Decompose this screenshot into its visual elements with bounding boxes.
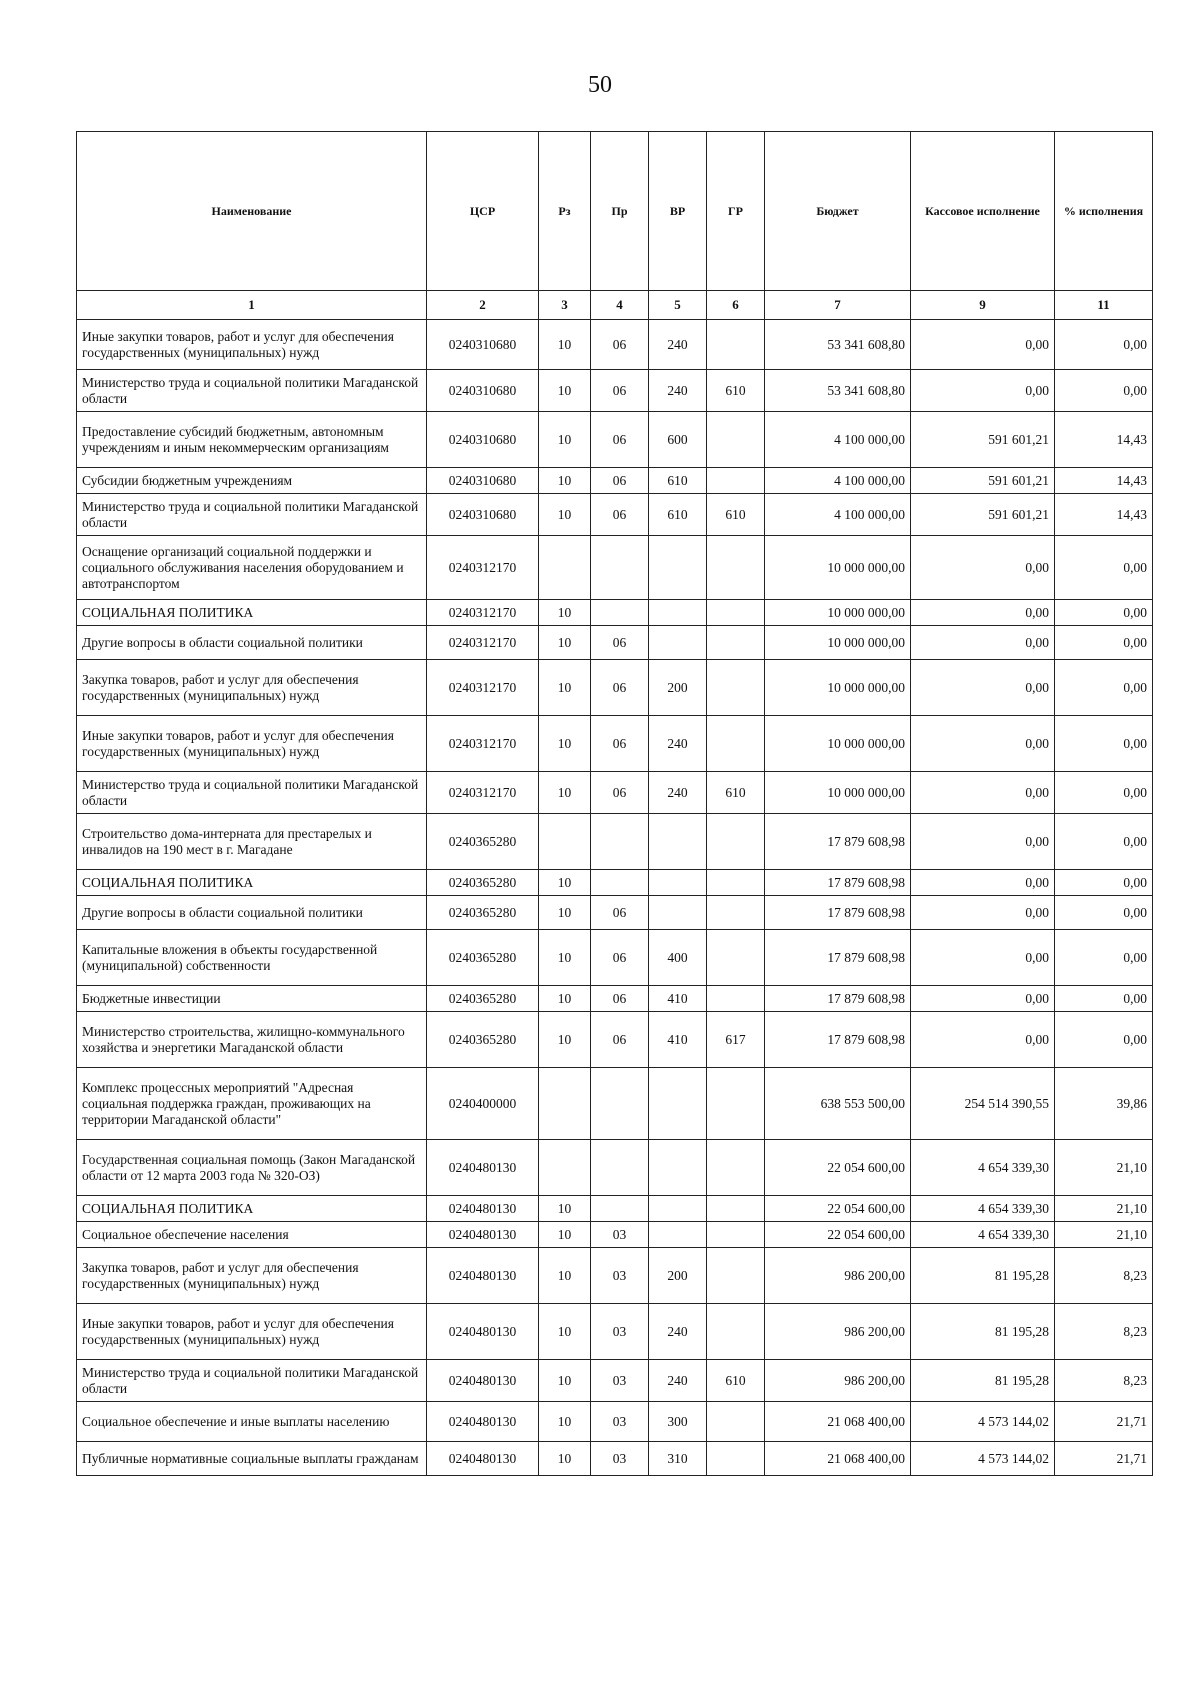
- row-csr: 0240365280: [427, 870, 539, 896]
- table-row: [77, 412, 1153, 468]
- row-pr: 06: [591, 716, 649, 772]
- row-vr: 410: [649, 1012, 707, 1068]
- row-name: Иные закупки товаров, работ и услуг для обеспечения государственных (муниципальных) нужд: [77, 1304, 427, 1360]
- row-name: Социальное обеспечение населения: [77, 1222, 427, 1248]
- row-rz: 10: [539, 930, 591, 986]
- page-number: 50: [588, 72, 612, 98]
- column-number: 11: [1055, 291, 1153, 320]
- row-name: Строительство дома-интерната для престарелых и инвалидов на 190 мест в г. Магадане: [77, 814, 427, 870]
- row-pr: 06: [591, 494, 649, 536]
- row-gr: [707, 660, 765, 716]
- row-budget: 4 100 000,00: [765, 412, 911, 468]
- row-budget: 53 341 608,80: [765, 320, 911, 370]
- header-pr: Пр: [591, 132, 649, 291]
- row-vr: [649, 814, 707, 870]
- row-rz: [539, 1068, 591, 1140]
- column-number: 9: [911, 291, 1055, 320]
- row-gr: [707, 468, 765, 494]
- header-budget: Бюджет: [765, 132, 911, 291]
- row-percent: 21,10: [1055, 1222, 1153, 1248]
- row-csr: 0240480130: [427, 1222, 539, 1248]
- row-percent: 0,00: [1055, 370, 1153, 412]
- row-csr: 0240365280: [427, 1012, 539, 1068]
- row-budget: 10 000 000,00: [765, 536, 911, 600]
- row-vr: 240: [649, 716, 707, 772]
- row-rz: 10: [539, 1012, 591, 1068]
- row-pr: 06: [591, 626, 649, 660]
- row-percent: 0,00: [1055, 536, 1153, 600]
- table-row: [77, 930, 1153, 986]
- row-pr: [591, 600, 649, 626]
- row-execution: 0,00: [911, 814, 1055, 870]
- row-name: Другие вопросы в области социальной политики: [77, 896, 427, 930]
- row-rz: 10: [539, 412, 591, 468]
- row-csr: 0240310680: [427, 468, 539, 494]
- row-name: Бюджетные инвестиции: [77, 986, 427, 1012]
- row-name: Министерство строительства, жилищно-коммунального хозяйства и энергетики Магаданской области: [77, 1012, 427, 1068]
- row-percent: 0,00: [1055, 600, 1153, 626]
- row-rz: 10: [539, 716, 591, 772]
- row-pr: [591, 1140, 649, 1196]
- row-rz: 10: [539, 320, 591, 370]
- row-budget: 638 553 500,00: [765, 1068, 911, 1140]
- row-csr: 0240480130: [427, 1304, 539, 1360]
- row-gr: [707, 626, 765, 660]
- row-rz: [539, 1140, 591, 1196]
- row-execution: 0,00: [911, 660, 1055, 716]
- row-name: Другие вопросы в области социальной политики: [77, 626, 427, 660]
- row-csr: 0240310680: [427, 494, 539, 536]
- row-vr: 310: [649, 1442, 707, 1476]
- row-csr: 0240312170: [427, 660, 539, 716]
- row-budget: 17 879 608,98: [765, 930, 911, 986]
- row-name: СОЦИАЛЬНАЯ ПОЛИТИКА: [77, 600, 427, 626]
- header-rz: Рз: [539, 132, 591, 291]
- row-rz: [539, 814, 591, 870]
- row-gr: [707, 320, 765, 370]
- row-percent: 14,43: [1055, 412, 1153, 468]
- row-execution: 4 573 144,02: [911, 1442, 1055, 1476]
- row-budget: 10 000 000,00: [765, 716, 911, 772]
- table-row: [77, 1068, 1153, 1140]
- row-name: Закупка товаров, работ и услуг для обеспечения государственных (муниципальных) нужд: [77, 660, 427, 716]
- header-row: [77, 132, 1153, 291]
- row-budget: 53 341 608,80: [765, 370, 911, 412]
- row-percent: 21,10: [1055, 1196, 1153, 1222]
- row-percent: 0,00: [1055, 660, 1153, 716]
- row-csr: 0240480130: [427, 1196, 539, 1222]
- row-csr: 0240365280: [427, 896, 539, 930]
- row-vr: 610: [649, 494, 707, 536]
- row-pr: 03: [591, 1360, 649, 1402]
- table-row: [77, 600, 1153, 626]
- row-vr: [649, 1140, 707, 1196]
- row-execution: 0,00: [911, 600, 1055, 626]
- table-row: [77, 1012, 1153, 1068]
- row-execution: 0,00: [911, 870, 1055, 896]
- row-vr: 200: [649, 1248, 707, 1304]
- row-budget: 986 200,00: [765, 1304, 911, 1360]
- row-name: Государственная социальная помощь (Закон Магаданской области от 12 марта 2003 года № 320-ОЗ): [77, 1140, 427, 1196]
- header-name: Наименование: [77, 132, 427, 291]
- row-percent: 8,23: [1055, 1248, 1153, 1304]
- row-gr: [707, 1402, 765, 1442]
- row-gr: 610: [707, 370, 765, 412]
- row-percent: 0,00: [1055, 870, 1153, 896]
- row-execution: 81 195,28: [911, 1304, 1055, 1360]
- header-vr: ВР: [649, 132, 707, 291]
- row-percent: 21,71: [1055, 1442, 1153, 1476]
- row-execution: 591 601,21: [911, 494, 1055, 536]
- row-csr: 0240312170: [427, 716, 539, 772]
- row-rz: 10: [539, 870, 591, 896]
- row-percent: 8,23: [1055, 1360, 1153, 1402]
- row-budget: 10 000 000,00: [765, 626, 911, 660]
- row-budget: 4 100 000,00: [765, 494, 911, 536]
- row-percent: 0,00: [1055, 1012, 1153, 1068]
- row-percent: 0,00: [1055, 716, 1153, 772]
- row-name: Иные закупки товаров, работ и услуг для обеспечения государственных (муниципальных) нужд: [77, 320, 427, 370]
- row-percent: 0,00: [1055, 626, 1153, 660]
- row-rz: 10: [539, 1304, 591, 1360]
- row-budget: 17 879 608,98: [765, 870, 911, 896]
- row-budget: 10 000 000,00: [765, 660, 911, 716]
- row-execution: 81 195,28: [911, 1360, 1055, 1402]
- row-gr: [707, 536, 765, 600]
- row-name: Комплекс процессных мероприятий "Адресная социальная поддержка граждан, проживающих на территории Магаданской области": [77, 1068, 427, 1140]
- row-execution: 81 195,28: [911, 1248, 1055, 1304]
- row-name: Министерство труда и социальной политики Магаданской области: [77, 1360, 427, 1402]
- row-vr: [649, 896, 707, 930]
- row-pr: 06: [591, 930, 649, 986]
- row-csr: 0240480130: [427, 1402, 539, 1442]
- row-pr: 06: [591, 412, 649, 468]
- row-name: Министерство труда и социальной политики Магаданской области: [77, 772, 427, 814]
- row-pr: 03: [591, 1222, 649, 1248]
- row-execution: 0,00: [911, 772, 1055, 814]
- row-pr: 06: [591, 896, 649, 930]
- row-execution: 0,00: [911, 896, 1055, 930]
- row-budget: 986 200,00: [765, 1360, 911, 1402]
- row-gr: [707, 1442, 765, 1476]
- row-execution: 591 601,21: [911, 468, 1055, 494]
- row-gr: 610: [707, 494, 765, 536]
- row-budget: 17 879 608,98: [765, 896, 911, 930]
- row-gr: [707, 896, 765, 930]
- row-name: Закупка товаров, работ и услуг для обеспечения государственных (муниципальных) нужд: [77, 1248, 427, 1304]
- table-row: [77, 772, 1153, 814]
- row-pr: 06: [591, 660, 649, 716]
- row-percent: 0,00: [1055, 320, 1153, 370]
- row-budget: 17 879 608,98: [765, 814, 911, 870]
- column-number: 4: [591, 291, 649, 320]
- row-pr: 06: [591, 1012, 649, 1068]
- row-percent: 0,00: [1055, 896, 1153, 930]
- row-execution: 0,00: [911, 1012, 1055, 1068]
- row-vr: 200: [649, 660, 707, 716]
- row-vr: 240: [649, 320, 707, 370]
- row-csr: 0240480130: [427, 1360, 539, 1402]
- row-csr: 0240365280: [427, 986, 539, 1012]
- row-budget: 21 068 400,00: [765, 1402, 911, 1442]
- row-name: Предоставление субсидий бюджетным, автономным учреждениям и иным некоммерческим организациям: [77, 412, 427, 468]
- row-gr: [707, 1068, 765, 1140]
- row-csr: 0240400000: [427, 1068, 539, 1140]
- row-gr: [707, 814, 765, 870]
- row-budget: 10 000 000,00: [765, 772, 911, 814]
- row-rz: 10: [539, 370, 591, 412]
- row-budget: 10 000 000,00: [765, 600, 911, 626]
- row-percent: 14,43: [1055, 468, 1153, 494]
- row-budget: 22 054 600,00: [765, 1222, 911, 1248]
- row-csr: 0240312170: [427, 536, 539, 600]
- row-execution: 4 654 339,30: [911, 1140, 1055, 1196]
- row-pr: 03: [591, 1304, 649, 1360]
- row-budget: 22 054 600,00: [765, 1140, 911, 1196]
- row-gr: [707, 1140, 765, 1196]
- row-budget: 22 054 600,00: [765, 1196, 911, 1222]
- row-budget: 21 068 400,00: [765, 1442, 911, 1476]
- table-row: [77, 1196, 1153, 1222]
- row-rz: 10: [539, 600, 591, 626]
- row-csr: 0240310680: [427, 370, 539, 412]
- row-percent: 0,00: [1055, 930, 1153, 986]
- table-row: [77, 870, 1153, 896]
- row-pr: [591, 1196, 649, 1222]
- row-csr: 0240312170: [427, 626, 539, 660]
- table-row: [77, 814, 1153, 870]
- row-vr: [649, 536, 707, 600]
- row-pr: 03: [591, 1442, 649, 1476]
- table-row: [77, 660, 1153, 716]
- table-row: [77, 1140, 1153, 1196]
- row-execution: 4 654 339,30: [911, 1196, 1055, 1222]
- header-execution: Кассовое исполнение: [911, 132, 1055, 291]
- table-row: [77, 1402, 1153, 1442]
- row-pr: 06: [591, 370, 649, 412]
- row-gr: [707, 1222, 765, 1248]
- row-execution: 0,00: [911, 320, 1055, 370]
- row-rz: 10: [539, 660, 591, 716]
- row-name: Публичные нормативные социальные выплаты гражданам: [77, 1442, 427, 1476]
- row-pr: [591, 870, 649, 896]
- row-execution: 0,00: [911, 930, 1055, 986]
- column-number: 3: [539, 291, 591, 320]
- row-pr: 03: [591, 1248, 649, 1304]
- row-rz: 10: [539, 1196, 591, 1222]
- row-gr: [707, 716, 765, 772]
- table-row: [77, 494, 1153, 536]
- row-name: СОЦИАЛЬНАЯ ПОЛИТИКА: [77, 870, 427, 896]
- row-csr: 0240312170: [427, 600, 539, 626]
- row-vr: [649, 1068, 707, 1140]
- row-csr: 0240365280: [427, 814, 539, 870]
- row-pr: [591, 1068, 649, 1140]
- table-row: [77, 320, 1153, 370]
- row-gr: [707, 412, 765, 468]
- row-rz: 10: [539, 1402, 591, 1442]
- row-vr: 600: [649, 412, 707, 468]
- table-row: [77, 986, 1153, 1012]
- row-vr: 400: [649, 930, 707, 986]
- column-number-row: [77, 291, 1153, 320]
- table-row: [77, 896, 1153, 930]
- row-name: Капитальные вложения в объекты государственной (муниципальной) собственности: [77, 930, 427, 986]
- row-rz: 10: [539, 494, 591, 536]
- table-row: [77, 1304, 1153, 1360]
- table-row: [77, 468, 1153, 494]
- row-execution: 4 573 144,02: [911, 1402, 1055, 1442]
- row-gr: [707, 1248, 765, 1304]
- table-row: [77, 536, 1153, 600]
- row-gr: 617: [707, 1012, 765, 1068]
- table-row: [77, 1442, 1153, 1476]
- row-rz: 10: [539, 1222, 591, 1248]
- row-csr: 0240480130: [427, 1140, 539, 1196]
- row-budget: 17 879 608,98: [765, 986, 911, 1012]
- row-execution: 0,00: [911, 986, 1055, 1012]
- row-pr: [591, 814, 649, 870]
- column-number: 7: [765, 291, 911, 320]
- row-gr: [707, 986, 765, 1012]
- row-execution: 0,00: [911, 716, 1055, 772]
- row-percent: 8,23: [1055, 1304, 1153, 1360]
- table-row: [77, 370, 1153, 412]
- row-rz: 10: [539, 1442, 591, 1476]
- row-name: Министерство труда и социальной политики Магаданской области: [77, 494, 427, 536]
- row-execution: 591 601,21: [911, 412, 1055, 468]
- row-execution: 0,00: [911, 626, 1055, 660]
- row-rz: 10: [539, 468, 591, 494]
- row-vr: 240: [649, 1360, 707, 1402]
- row-vr: 410: [649, 986, 707, 1012]
- row-rz: 10: [539, 896, 591, 930]
- row-rz: 10: [539, 986, 591, 1012]
- row-vr: [649, 600, 707, 626]
- row-budget: 986 200,00: [765, 1248, 911, 1304]
- column-number: 5: [649, 291, 707, 320]
- column-number: 2: [427, 291, 539, 320]
- row-execution: 4 654 339,30: [911, 1222, 1055, 1248]
- row-rz: 10: [539, 772, 591, 814]
- row-name: Социальное обеспечение и иные выплаты населению: [77, 1402, 427, 1442]
- row-vr: 240: [649, 1304, 707, 1360]
- row-pr: 03: [591, 1402, 649, 1442]
- row-csr: 0240365280: [427, 930, 539, 986]
- row-percent: 21,10: [1055, 1140, 1153, 1196]
- row-pr: 06: [591, 772, 649, 814]
- row-percent: 21,71: [1055, 1402, 1153, 1442]
- row-name: СОЦИАЛЬНАЯ ПОЛИТИКА: [77, 1196, 427, 1222]
- row-csr: 0240310680: [427, 320, 539, 370]
- row-gr: [707, 600, 765, 626]
- row-pr: 06: [591, 320, 649, 370]
- row-vr: [649, 870, 707, 896]
- row-csr: 0240312170: [427, 772, 539, 814]
- row-execution: 254 514 390,55: [911, 1068, 1055, 1140]
- row-name: Оснащение организаций социальной поддержки и социального обслуживания населения оборудованием и автотранспортом: [77, 536, 427, 600]
- row-name: Субсидии бюджетным учреждениям: [77, 468, 427, 494]
- row-csr: 0240310680: [427, 412, 539, 468]
- table-row: [77, 716, 1153, 772]
- header-gr: ГР: [707, 132, 765, 291]
- row-percent: 0,00: [1055, 814, 1153, 870]
- row-rz: 10: [539, 1248, 591, 1304]
- table-row: [77, 1222, 1153, 1248]
- header-percent: % исполнения: [1055, 132, 1153, 291]
- row-budget: 4 100 000,00: [765, 468, 911, 494]
- row-execution: 0,00: [911, 536, 1055, 600]
- row-vr: 240: [649, 772, 707, 814]
- row-pr: [591, 536, 649, 600]
- row-percent: 39,86: [1055, 1068, 1153, 1140]
- table-row: [77, 626, 1153, 660]
- row-percent: 14,43: [1055, 494, 1153, 536]
- row-gr: 610: [707, 1360, 765, 1402]
- header-csr: ЦСР: [427, 132, 539, 291]
- row-percent: 0,00: [1055, 986, 1153, 1012]
- row-gr: 610: [707, 772, 765, 814]
- row-pr: 06: [591, 986, 649, 1012]
- row-vr: [649, 1196, 707, 1222]
- row-vr: 610: [649, 468, 707, 494]
- row-vr: [649, 626, 707, 660]
- row-vr: 300: [649, 1402, 707, 1442]
- row-name: Министерство труда и социальной политики Магаданской области: [77, 370, 427, 412]
- row-gr: [707, 1304, 765, 1360]
- row-pr: 06: [591, 468, 649, 494]
- row-execution: 0,00: [911, 370, 1055, 412]
- column-number: 1: [77, 291, 427, 320]
- budget-table: [76, 131, 1153, 1476]
- table-row: [77, 1360, 1153, 1402]
- row-percent: 0,00: [1055, 772, 1153, 814]
- row-vr: 240: [649, 370, 707, 412]
- row-rz: 10: [539, 1360, 591, 1402]
- row-budget: 17 879 608,98: [765, 1012, 911, 1068]
- row-rz: 10: [539, 626, 591, 660]
- row-gr: [707, 1196, 765, 1222]
- row-csr: 0240480130: [427, 1442, 539, 1476]
- row-vr: [649, 1222, 707, 1248]
- row-rz: [539, 536, 591, 600]
- table-row: [77, 1248, 1153, 1304]
- row-gr: [707, 930, 765, 986]
- row-csr: 0240480130: [427, 1248, 539, 1304]
- row-gr: [707, 870, 765, 896]
- column-number: 6: [707, 291, 765, 320]
- row-name: Иные закупки товаров, работ и услуг для обеспечения государственных (муниципальных) нужд: [77, 716, 427, 772]
